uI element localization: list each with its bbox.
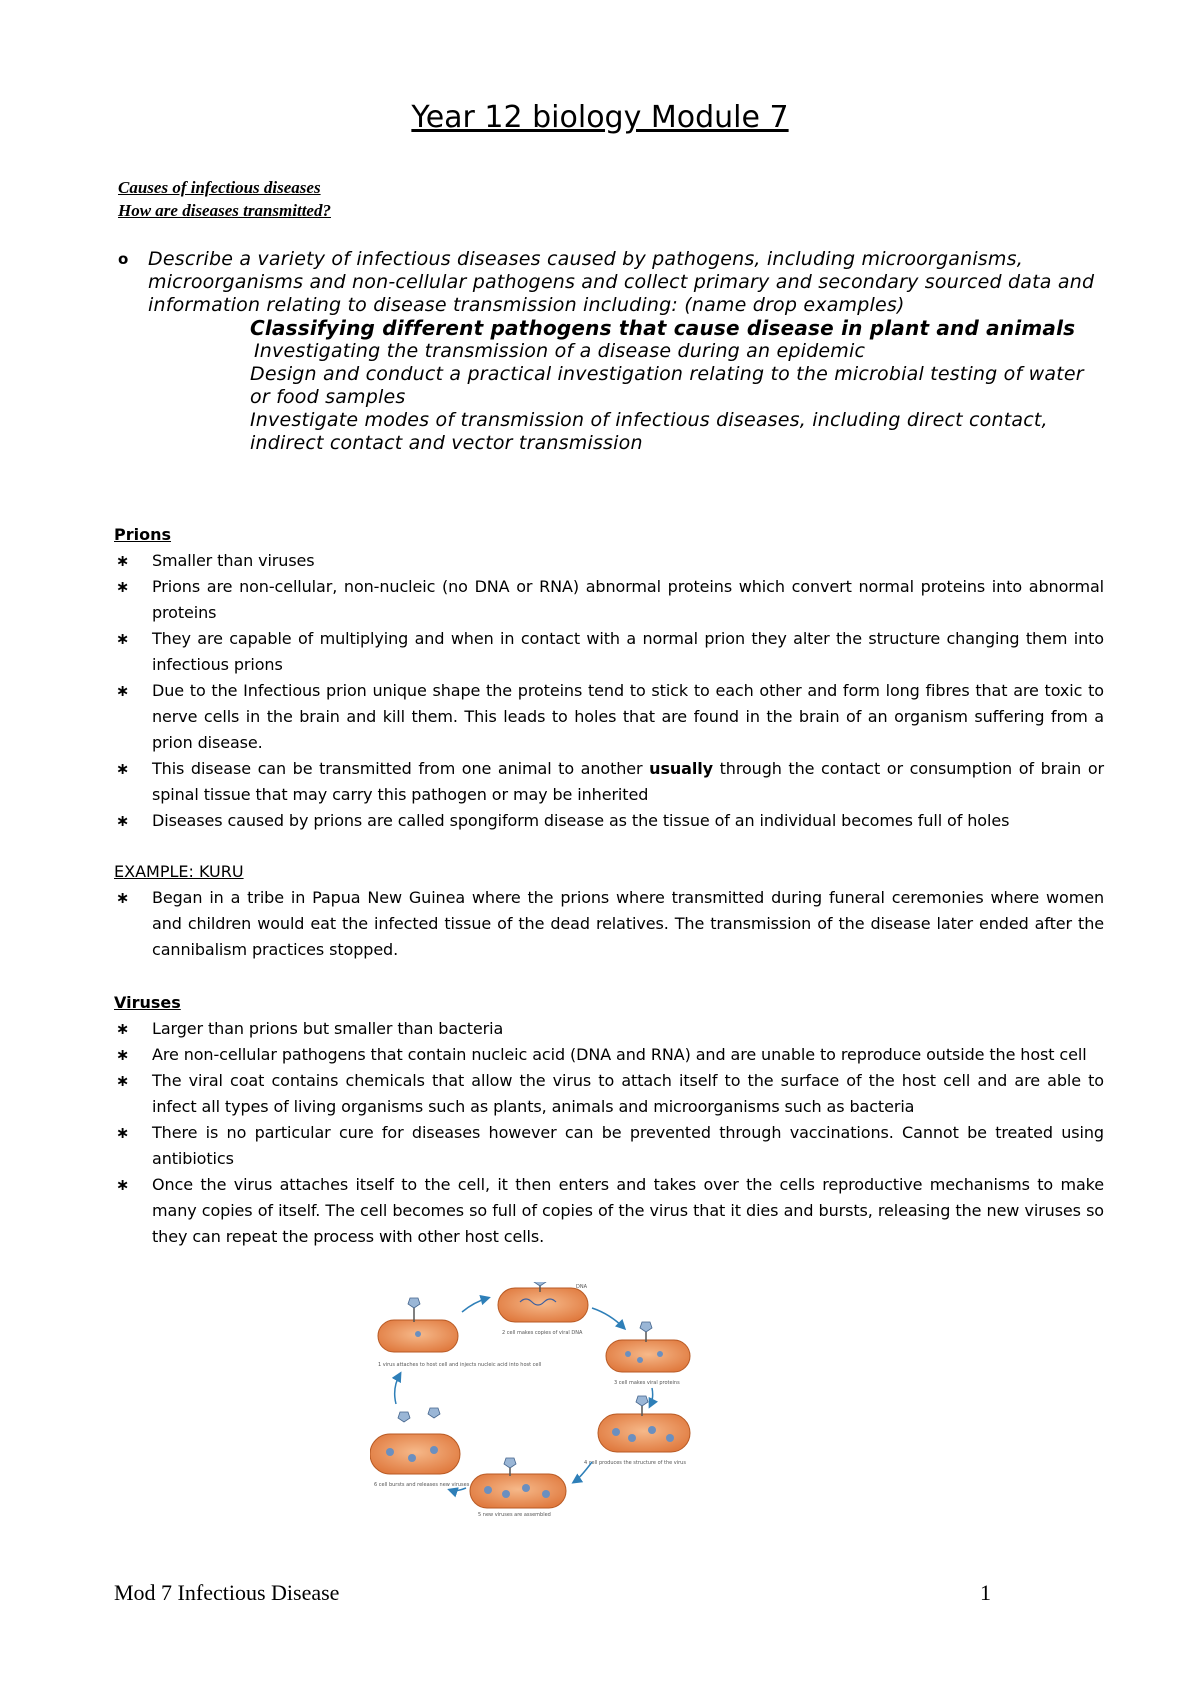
syllabus-dotpoint — [118, 248, 1098, 455]
bullet-asterisk: ∗ — [116, 1175, 130, 1194]
section-title-prions: Prions — [114, 525, 172, 544]
arrow-2-3 — [592, 1308, 624, 1328]
diagram-step-6: 6 cell bursts and releases new viruses — [374, 1482, 470, 1488]
dotpoint-sub-classifying: Classifying different pathogens that cause disease in plant and animals — [250, 316, 1076, 340]
bullet-asterisk: ∗ — [116, 811, 130, 830]
dotpoint-sub-modes: Investigate modes of transmission of infectious diseases, including direct contact, indirect contact and vector transmission — [250, 409, 1048, 454]
section-example-kuru — [114, 860, 1104, 963]
list-item: ∗ Began in a tribe in Papua New Guinea where the prions where transmitted during funeral ceremonies where women and children would eat the infected tissue of the dead relatives. The transmission of the disease later ended after the cannibalism practices stopped. — [114, 885, 1104, 963]
cell-stage-3 — [606, 1322, 690, 1372]
arrow-5-6 — [450, 1488, 466, 1491]
diagram-step-5: 5 new viruses are assembled — [478, 1512, 551, 1518]
diagram-step-2: 2 cell makes copies of viral DNA — [502, 1330, 583, 1336]
bullet-asterisk: ∗ — [116, 1071, 130, 1090]
list-item: ∗ Smaller than viruses — [114, 548, 1104, 574]
heading-transmission: How are diseases transmitted? — [118, 201, 331, 220]
heading-causes: Causes of infectious diseases — [118, 178, 321, 197]
cell-stage-5 — [470, 1458, 566, 1508]
dotpoint-text: Describe a variety of infectious diseases caused by pathogens, including microorganisms, microorganisms and non-cellular pathogens and collect primary and secondary sourced data and information relating to disease transmission including: (name drop examples) — [148, 248, 1095, 316]
list-item: ∗ Due to the Infectious prion unique shape the proteins tend to stick to each other and form long fibres that are toxic to nerve cells in the brain and kill them. This leads to holes that are found in the brain of an organism suffering from a prion disease. — [114, 678, 1104, 756]
footer-title: Mod 7 Infectious Disease — [114, 1580, 340, 1605]
bullet-asterisk: ∗ — [116, 1045, 130, 1064]
diagram-step-1: 1 virus attaches to host cell and injects nucleic acid into host cell — [378, 1362, 542, 1368]
arrow-1-2 — [462, 1298, 488, 1312]
list-item: ∗ Prions are non-cellular, non-nucleic (no DNA or RNA) abnormal proteins which convert normal proteins into abnormal proteins — [114, 574, 1104, 626]
list-item: ∗ Diseases caused by prions are called spongiform disease as the tissue of an individual becomes full of holes — [114, 808, 1104, 834]
bullet-asterisk: ∗ — [116, 888, 130, 907]
diagram-step-3: 3 cell makes viral proteins — [614, 1380, 680, 1386]
arrow-4-5 — [574, 1462, 592, 1482]
section-title-viruses: Viruses — [114, 993, 181, 1012]
bullet-asterisk: ∗ — [116, 551, 130, 570]
list-item: ∗ There is no particular cure for diseases however can be prevented through vaccinations. Cannot be treated using antibiotics — [114, 1120, 1104, 1172]
bullet-asterisk: ∗ — [116, 759, 130, 778]
list-item: ∗ They are capable of multiplying and when in contact with a normal prion they alter the structure changing them into infectious prions — [114, 626, 1104, 678]
bullet-asterisk: ∗ — [116, 629, 130, 648]
cell-stage-4 — [598, 1396, 690, 1452]
dotpoint-sub-practical: Design and conduct a practical investigation relating to the microbial testing of water or food samples — [250, 363, 1084, 408]
bullet-asterisk: ∗ — [116, 1019, 130, 1038]
section-viruses — [114, 991, 1104, 1250]
bullet-asterisk: ∗ — [116, 577, 130, 596]
cell-stage-2 — [498, 1282, 588, 1322]
bullet-asterisk: ∗ — [116, 681, 130, 700]
list-item: ∗ This disease can be transmitted from one animal to another usually through the contact or consumption of brain or spinal tissue that may carry this pathogen or may be inherited — [114, 756, 1104, 808]
bullet-asterisk: ∗ — [116, 1123, 130, 1142]
list-item: ∗ The viral coat contains chemicals that allow the virus to attach itself to the surface of the host cell and are able to infect all types of living organisms such as plants, animals and microorganisms such as bacteria — [114, 1068, 1104, 1120]
section-prions — [114, 523, 1104, 834]
cell-stage-6 — [370, 1408, 460, 1474]
dotpoint-sub-epidemic: Investigating the transmission of a disease during an epidemic — [254, 340, 866, 362]
list-item: ∗ Once the virus attaches itself to the cell, it then enters and takes over the cells reproductive mechanisms to make many copies of itself. The cell becomes so full of copies of the virus that it dies and bursts, releasing the new viruses so they can repeat the process with other host cells. — [114, 1172, 1104, 1250]
page-number: 1 — [980, 1580, 991, 1605]
diagram-step-4: 4 cell produces the structure of the virus — [584, 1460, 686, 1466]
diagram-dna-label: DNA — [576, 1284, 588, 1290]
viral-replication-diagram — [370, 1282, 710, 1519]
section-title-kuru: EXAMPLE: KURU — [114, 862, 244, 881]
list-item: ∗ Larger than prions but smaller than bacteria — [114, 1016, 1104, 1042]
dotpoint-bullet: o — [118, 250, 129, 268]
page-title: Year 12 biology Module 7 — [411, 100, 789, 135]
cell-stage-1 — [378, 1298, 458, 1352]
list-item: ∗ Are non-cellular pathogens that contain nucleic acid (DNA and RNA) and are unable to reproduce outside the host cell — [114, 1042, 1104, 1068]
arrow-3-4 — [650, 1388, 653, 1406]
arrow-6-1 — [395, 1374, 400, 1404]
